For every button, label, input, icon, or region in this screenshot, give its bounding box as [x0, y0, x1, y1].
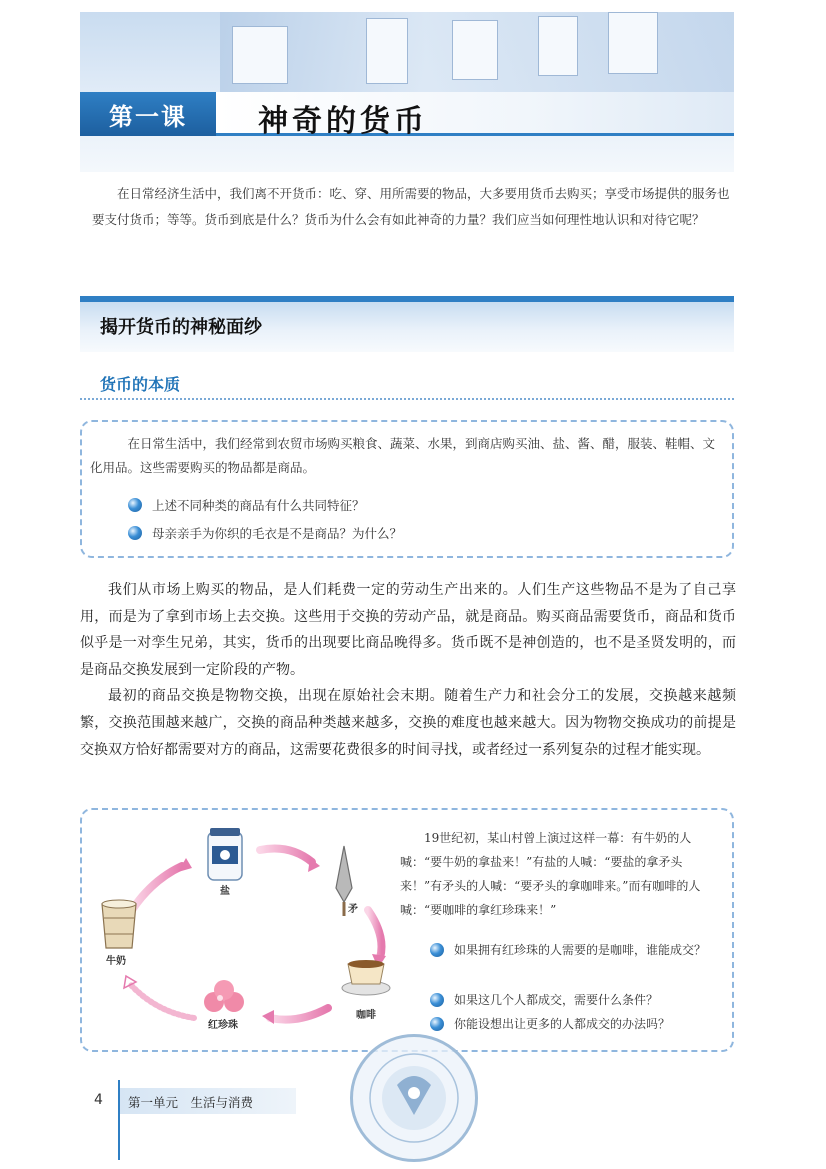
- body-paragraph: 我们从市场上购买的物品，是人们耗费一定的劳动生产出来的。人们生产这些物品不是为了自己享用，而是为了拿到市场上去交换。这些用于交换的劳动产品，就是商品。购买商品需要货币，商品和货币似乎是一对孪生兄弟，其实，货币的出现要比商品晚得多。货币既不是神创造的，也不是圣贤发明的，而是商品交换发展到一定阶段的产物。: [80, 582, 736, 678]
- section-title: 揭开货币的神秘面纱: [100, 317, 262, 338]
- question-bullet-icon: [128, 526, 142, 540]
- question-bullet-icon: [430, 943, 444, 957]
- banner-photo-card: [608, 12, 658, 74]
- arrow-icon: [368, 910, 382, 958]
- lesson-tab: 第一课: [80, 92, 216, 136]
- question-item: [128, 524, 402, 542]
- question-text: 如果这几个人都成交，需要什么条件？: [454, 993, 659, 1007]
- question-text: 你能设想出让更多的人都成交的办法吗？: [454, 1017, 671, 1031]
- red-pearls-icon: [204, 980, 244, 1012]
- question-text: 上述不同种类的商品有什么共同特征？: [152, 498, 365, 513]
- footer-unit-label: 第一单元 生活与消费: [128, 1095, 254, 1110]
- banner-photo-card: [452, 20, 498, 80]
- milk-label: 牛奶: [106, 956, 126, 967]
- subsection-title: 货币的本质: [100, 375, 181, 394]
- body-paragraph: 最初的商品交换是物物交换，出现在原始社会末期。随着生产力和社会分工的发展，交换越来越频繁，交换范围越来越广，交换的商品种类越来越多，交换的难度也越来越大。因为物物交换成功的前提是交换双方恰好都需要对方的商品，这需要花费很多的时间寻找，或者经过一系列复杂的过程才能实现。: [80, 688, 736, 758]
- lesson-title: 神奇的货币: [258, 104, 428, 139]
- question-bullet-icon: [128, 498, 142, 512]
- page-number: 4: [94, 1092, 103, 1108]
- question-text: 如果拥有红珍珠的人需要的是咖啡，谁能成交？: [454, 943, 707, 957]
- spear-label: 矛: [348, 904, 358, 915]
- pearl-label: 红珍珠: [208, 1020, 238, 1031]
- question-item: [430, 1012, 726, 1036]
- barter-cycle-illustration: [90, 818, 400, 1048]
- question-text: 母亲亲手为你织的毛衣是不是商品？为什么？: [152, 526, 403, 541]
- lesson-intro: 在日常经济生活中，我们离不开货币：吃、穿、用所需要的物品，大多要用货币去购买；享受市场提供的服务也要支付货币；等等。货币到底是什么？货币为什么会有如此神奇的力量？我们应当如何理性地认识和对待它呢？: [92, 186, 730, 227]
- watermark-stamp-logo: [350, 1034, 478, 1162]
- question-item: [430, 988, 726, 1012]
- salt-label: 盐: [220, 886, 230, 897]
- arrow-icon: [270, 1008, 328, 1020]
- barter-story: 19世纪初，某山村曾上演过这样一幕：有牛奶的人喊：“要牛奶的拿盐来！”有盐的人喊：“要盐的拿矛头来！”有矛头的人喊：“要矛头的拿咖啡来。”而有咖啡的人喊：“要咖啡的拿红珍珠来！”: [400, 831, 701, 917]
- banner-photo-card: [538, 16, 578, 76]
- banner-photo-card: [232, 26, 288, 84]
- body-text: [80, 577, 736, 763]
- banner-photo-card: [366, 18, 408, 84]
- arrow-head-icon: [262, 1010, 274, 1024]
- arrow-icon: [132, 866, 182, 910]
- arrow-icon: [260, 849, 312, 863]
- coffee-cup-icon: [342, 960, 390, 995]
- activity-text: 在日常生活中，我们经常到农贸市场购买粮食、蔬菜、水果，到商店购买油、盐、酱、醋，服装、鞋帽、文化用品。这些需要购买的物品都是商品。: [90, 436, 716, 475]
- milk-bucket-icon: [102, 900, 136, 948]
- dotted-divider: [80, 398, 734, 400]
- watermark-seal-icon: [353, 1037, 475, 1159]
- question-item: [430, 938, 726, 962]
- arrow-icon: [130, 984, 194, 1018]
- question-item: [128, 496, 365, 514]
- coffee-label: 咖啡: [356, 1010, 376, 1021]
- salt-jar-icon: [208, 828, 242, 880]
- question-bullet-icon: [430, 1017, 444, 1031]
- question-bullet-icon: [430, 993, 444, 1007]
